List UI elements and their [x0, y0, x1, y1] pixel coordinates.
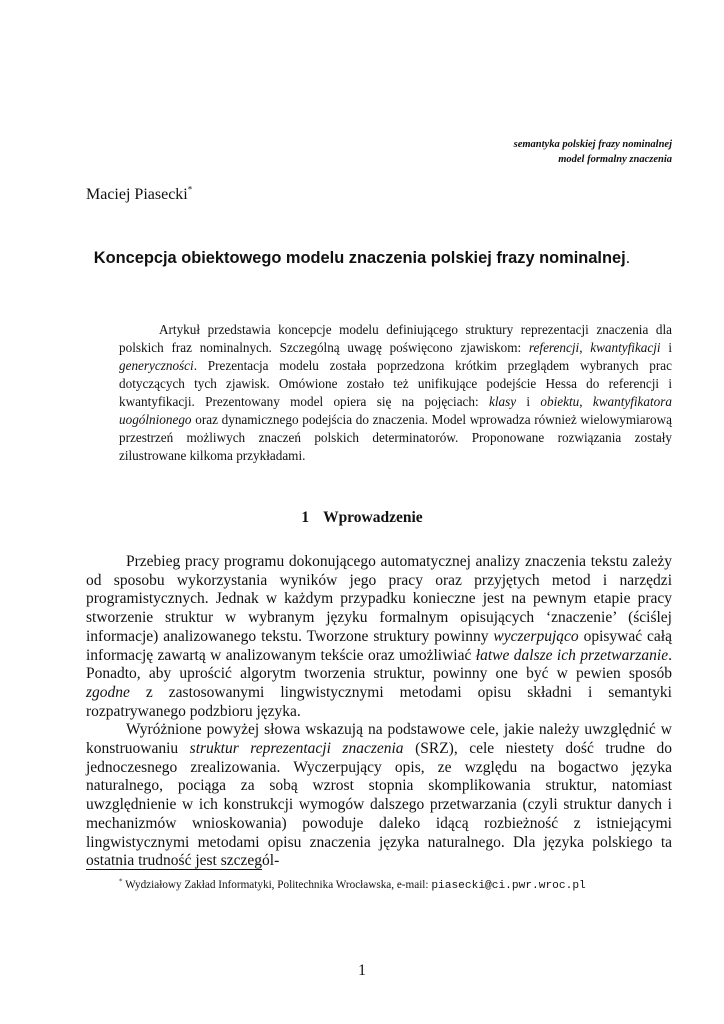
footnote-marker: * [119, 877, 123, 886]
body-emphasis: zgodne [86, 683, 130, 701]
section-heading [0, 509, 724, 527]
abstract-text: i [660, 340, 673, 355]
abstract-text: . Prezentacja modelu została poprzedzona krótkim przeglądem wybranych prac dotyczących tych zjawisk. Omówione zostało też unifikujące podejście Hessa do referencji i kwantyfikacji. Prezentowany model opiera się na pojęciach: [119, 358, 672, 409]
body-text-run: (SRZ), cele niestety dość trudne do jednoczesnego zrealizowania. Wyczerpujący opis, ze względu na bogactwo języka naturalnego, pociąga za sobą wzrost stopnia skomplikowania struktur, natomiast uwzględnienie w ich konstrukcji wymogów dalszego przetwarzania (czyli struktur danych i mechanizmów wnioskowania) powoduje daleko idącą rozbieżność z istniejącymi lingwistycznymi metodami opisu znaczenia języka naturalnego. Dla języka polskiego ta ostatnia trudność jest szczegól- [86, 740, 672, 870]
footnote [119, 879, 586, 892]
abstract-text: , [579, 394, 593, 409]
author-name: Maciej Piasecki [86, 186, 188, 203]
paper-title [0, 249, 724, 268]
keywords [514, 137, 672, 167]
body-text-run: Wyróżnione powyżej słowa wskazują na podstawowe cele, jakie należy uwzględnić w konstruowaniu [86, 721, 672, 758]
body-paragraph [86, 553, 672, 721]
body-text-run: opisywać całą informację zawartą w analizowanym tekście oraz umożliwiać [86, 627, 672, 664]
body-text-run: Przebieg pracy programu dokonującego automatycznej analizy znaczenia tekstu zależy od sposobu wykorzystania wyników jego pracy oraz przyjętych metod i narzędzi programistycznych. Jednak w każdym przypadku konieczne jest na pewnym etapie pracy stworzenie struktur w wybranym języku formalnym opisujących ‘znaczenie’ (ściślej informacje) analizowanego tekstu. Tworzone struktury powinny [86, 553, 672, 645]
footnote-divider [86, 869, 262, 870]
body-emphasis: wyczerpująco [493, 627, 579, 645]
body-emphasis: łatwe dalsze ich przetwarzanie [475, 646, 669, 664]
body-text-run: z zastosowanymi lingwistycznymi metodami opisu składni i semantyki rozpatrywanego podzbioru języka. [86, 683, 672, 720]
abstract-text: i [516, 394, 541, 409]
footnote-email-link[interactable]: piasecki@ci.pwr.wroc.pl [431, 880, 586, 892]
author-footnote-marker[interactable]: * [187, 184, 193, 195]
abstract [119, 321, 672, 465]
section-number: 1 [301, 509, 310, 526]
abstract-emphasis: kwantyfikatora uogólnionego [119, 394, 672, 427]
abstract-emphasis: generyczności [119, 358, 194, 373]
author [86, 186, 192, 204]
keyword-line: semantyka polskiej frazy nominalnej [513, 139, 672, 150]
abstract-emphasis: referencji [528, 340, 580, 355]
abstract-text: oraz dynamicznego podejścia do znaczenia. Model wprowadza również wielowymiarową przestrzeń możliwych znaczeń polskich determinatorów. Proponowane rozwiązania zostały zilustrowane kilkoma przykładami. [119, 412, 672, 463]
abstract-emphasis: obiektu [540, 394, 580, 409]
body-text [86, 553, 672, 871]
body-emphasis: struktur reprezentacji znaczenia [189, 740, 404, 758]
abstract-emphasis: klasy [488, 394, 517, 409]
paper-title-period: . [625, 249, 631, 267]
abstract-text: , [579, 340, 591, 355]
abstract-emphasis: kwantyfikacji [590, 340, 661, 355]
section-title: Wprowadzenie [323, 509, 423, 526]
page-number: 1 [358, 962, 366, 979]
body-paragraph [86, 721, 672, 871]
paper-title-text: Koncepcja obiektowego modelu znaczenia polskiej frazy nominalnej [93, 249, 626, 267]
body-text-run: . Ponadto, aby uprościć algorytm tworzenia struktur, powinny one być w pewien sposób [86, 646, 672, 683]
abstract-paragraph [119, 321, 672, 465]
footnote-text: Wydziałowy Zakład Informatyki, Politechnika Wrocławska, e-mail: [122, 879, 432, 891]
keyword-line: model formalny znaczenia [558, 154, 672, 165]
abstract-text: Artykuł przedstawia koncepcje modelu definiującego struktury reprezentacji znaczenia dla polskich fraz nominalnych. Szczególną uwagę poświęcono zjawiskom: [119, 322, 672, 355]
